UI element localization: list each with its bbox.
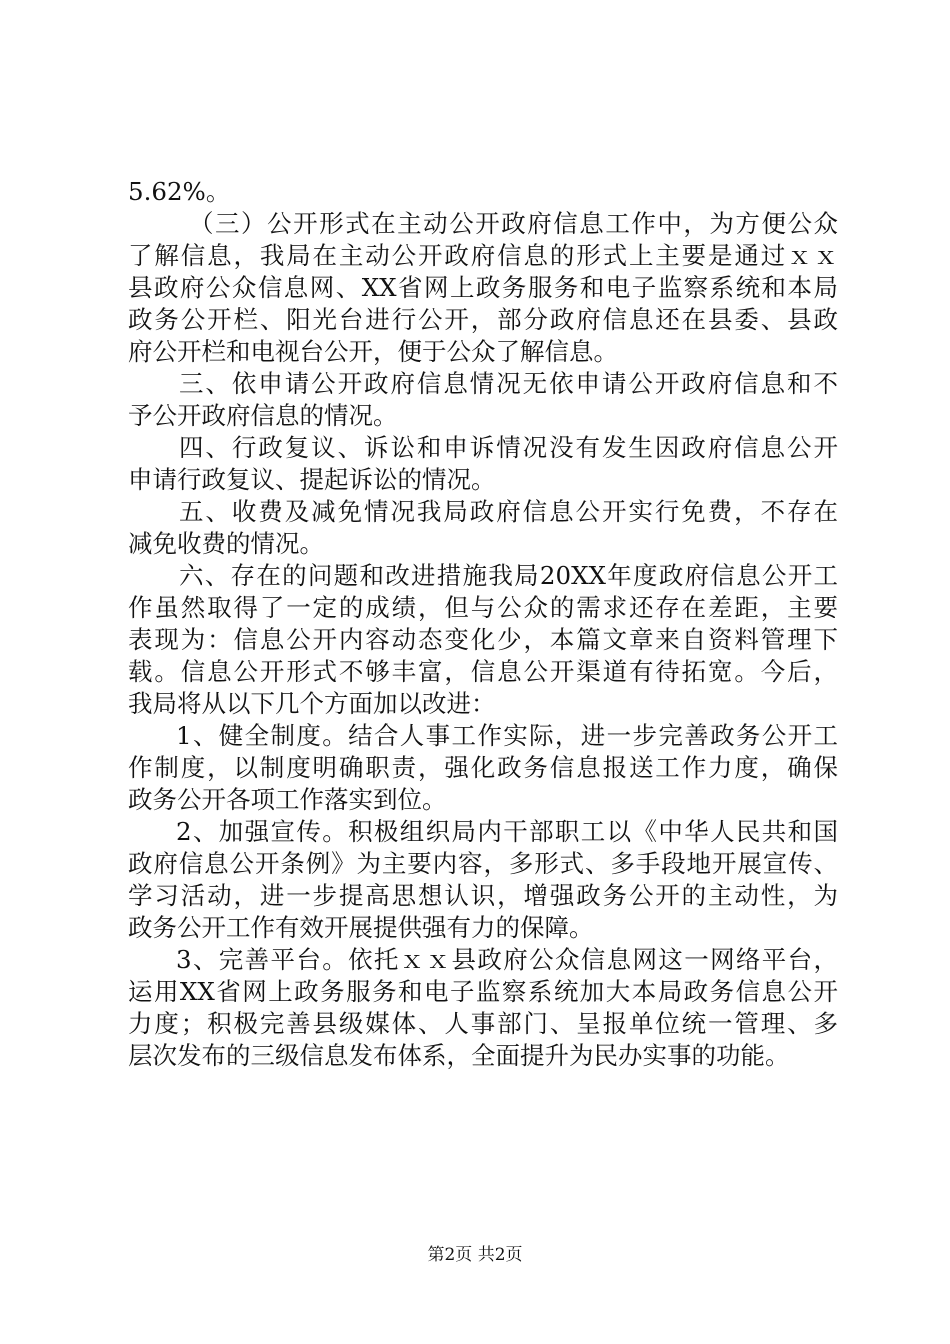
body-text-line: 政务公开各项工作落实到位。 bbox=[128, 785, 447, 814]
body-text-line: 五、收费及减免情况我局政府信息公开实行免费，不存在 bbox=[179, 497, 838, 526]
body-text-line: 六、存在的问题和改进措施我局20XX年度政府信息公开工 bbox=[179, 561, 838, 590]
body-text-line: 政务公开栏、阳光台进行公开，部分政府信息还在县委、县政 bbox=[128, 305, 838, 334]
body-text-line: 四、行政复议、诉讼和申诉情况没有发生因政府信息公开 bbox=[179, 433, 838, 462]
body-text-line: 学习活动，进一步提高思想认识，增强政务公开的主动性，为 bbox=[128, 881, 838, 910]
document-body bbox=[128, 176, 838, 1072]
body-text-line: 作制度，以制度明确职责，强化政务信息报送工作力度，确保 bbox=[128, 753, 838, 782]
body-text-line: 减免收费的情况。 bbox=[128, 529, 324, 558]
body-text-line: 申请行政复议、提起诉讼的情况。 bbox=[128, 465, 496, 494]
body-text-line: 运用XX省网上政务服务和电子监察系统加大本局政务信息公开 bbox=[128, 977, 838, 1006]
body-text-line: 2、加强宣传。积极组织局内干部职工以《中华人民共和国 bbox=[176, 817, 838, 846]
body-text-line: 力度；积极完善县级媒体、人事部门、呈报单位统一管理、多 bbox=[128, 1009, 838, 1038]
page-footer: 第2页 共2页 bbox=[427, 1245, 523, 1265]
body-text-line: 层次发布的三级信息发布体系，全面提升为民办实事的功能。 bbox=[128, 1041, 790, 1070]
body-text-line: 了解信息，我局在主动公开政府信息的形式上主要是通过ｘｘ bbox=[128, 241, 838, 270]
body-text-line: 予公开政府信息的情况。 bbox=[128, 401, 398, 430]
body-text-line: 府公开栏和电视台公开，便于公众了解信息。 bbox=[128, 337, 618, 366]
body-text-line: 我局将从以下几个方面加以改进： bbox=[128, 689, 496, 718]
body-text-line: （三）公开形式在主动公开政府信息工作中，为方便公众 bbox=[189, 209, 838, 238]
body-text-line: 政务公开工作有效开展提供强有力的保障。 bbox=[128, 913, 594, 942]
body-text-line: 县政府公众信息网、XX省网上政务服务和电子监察系统和本局 bbox=[128, 273, 838, 302]
body-text-line: 1、健全制度。结合人事工作实际，进一步完善政务公开工 bbox=[176, 721, 838, 750]
body-text-line: 政府信息公开条例》为主要内容，多形式、多手段地开展宣传、 bbox=[128, 849, 838, 878]
body-text-line: 3、完善平台。依托ｘｘ县政府公众信息网这一网络平台， bbox=[176, 945, 838, 974]
body-text-line: 5.62%。 bbox=[128, 177, 231, 206]
body-text-line: 载。信息公开形式不够丰富，信息公开渠道有待拓宽。今后， bbox=[128, 657, 838, 686]
body-text-line: 作虽然取得了一定的成绩，但与公众的需求还存在差距，主要 bbox=[128, 593, 838, 622]
body-text-line: 表现为：信息公开内容动态变化少，本篇文章来自资料管理下 bbox=[128, 625, 838, 654]
body-text-line: 三、依申请公开政府信息情况无依申请公开政府信息和不 bbox=[179, 369, 838, 398]
